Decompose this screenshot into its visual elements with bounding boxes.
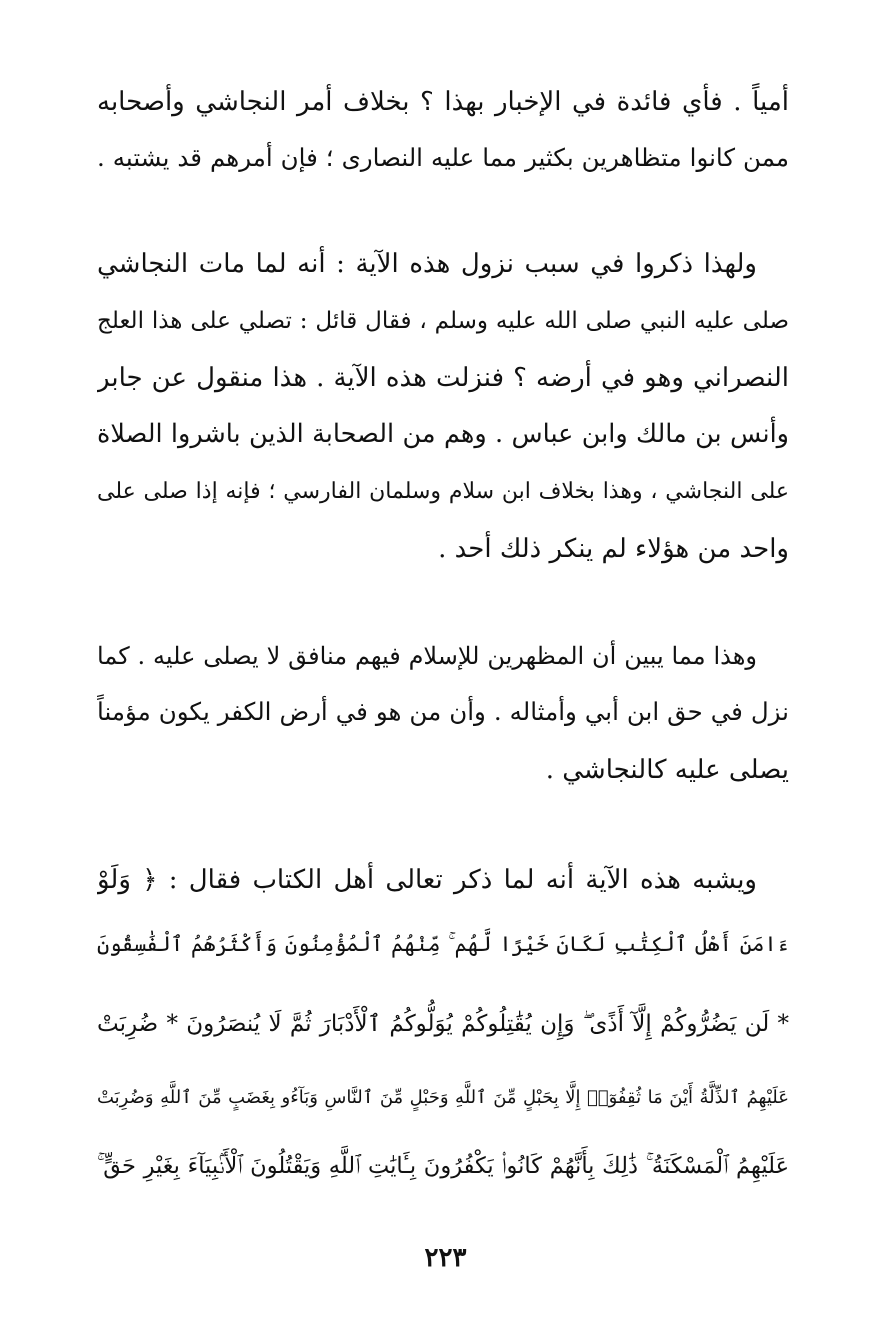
text-line: ولهذا ذكروا في سبب نزول هذه الآية : أنه لما مات النجاشي: [97, 249, 757, 279]
text-line: أمياً . فأي فائدة في الإخبار بهذا ؟ بخلاف أمر النجاشي وأصحابه: [97, 87, 789, 117]
page-number: ٢٢٣: [424, 1243, 467, 1273]
quran-verse-line: عَلَيْهِمُ ٱلذِّلَّةُ أَيْنَ مَا ثُقِفُوٓا۟ إِلَّا بِحَبْلٍ مِّنَ ٱللَّهِ وَحَبْلٍ مِّنَ ٱلنَّاسِ وَبَآءُو بِغَضَبٍ مِّنَ ٱللَّهِ وَضُرِبَتْ: [97, 1087, 789, 1108]
text-line: وأنس بن مالك وابن عباس . وهم من الصحابة الذين باشروا الصلاة: [97, 419, 789, 449]
text-line: وهذا مما يبين أن المظهرين للإسلام فيهم منافق لا يصلى عليه . كما: [97, 642, 757, 670]
quran-verse-line: عَلَيْهِمُ ٱلْمَسْكَنَةُ ۚ ذَٰلِكَ بِأَنَّهُمْ كَانُوا۟ يَكْفُرُونَ بِـَٔايَٰتِ ٱللَّهِ وَيَقْتُلُونَ ٱلْأَنۢبِيَآءَ بِغَيْرِ حَقٍّ ۚ: [97, 1153, 789, 1179]
quran-verse-line: ءَامَنَ أَهْلُ ٱلْكِتَٰبِ لَكَانَ خَيْرًا لَّهُم ۚ مِّنْهُمُ ٱلْمُؤْمِنُونَ وَأَكْثَرُهُمُ ٱلْفَٰسِقُونَ: [97, 932, 789, 956]
text-line: نزل في حق ابن أبي وأمثاله . وأن من هو في أرض الكفر يكون مؤمناً: [97, 697, 789, 726]
text-line: على النجاشي ، وهذا بخلاف ابن سلام وسلمان الفارسي ؛ فإنه إذا صلى على: [97, 479, 789, 504]
text-line: ممن كانوا متظاهرين بكثير مما عليه النصارى ؛ فإن أمرهم قد يشتبه .: [97, 143, 789, 172]
text-line: ويشبه هذه الآية أنه لما ذكر تعالى أهل الكتاب فقال : ﴿ وَلَوْ: [97, 865, 757, 895]
text-line: صلى عليه النبي صلى الله عليه وسلم ، فقال قائل : تصلي على هذا العلج: [97, 308, 789, 334]
text-line: النصراني وهو في أرضه ؟ فنزلت هذه الآية . هذا منقول عن جابر: [97, 363, 789, 393]
quran-verse-line: * لَن يَضُرُّوكُمْ إِلَّآ أَذًى ۖ وَإِن يُقَٰتِلُوكُمْ يُوَلُّوكُمُ ٱلْأَدْبَارَ ثُمَّ لَا يُنصَرُونَ * ضُرِبَتْ: [97, 1011, 789, 1037]
text-line: واحد من هؤلاء لم ينكر ذلك أحد .: [438, 534, 789, 564]
text-line: يصلى عليه كالنجاشي .: [545, 755, 789, 785]
